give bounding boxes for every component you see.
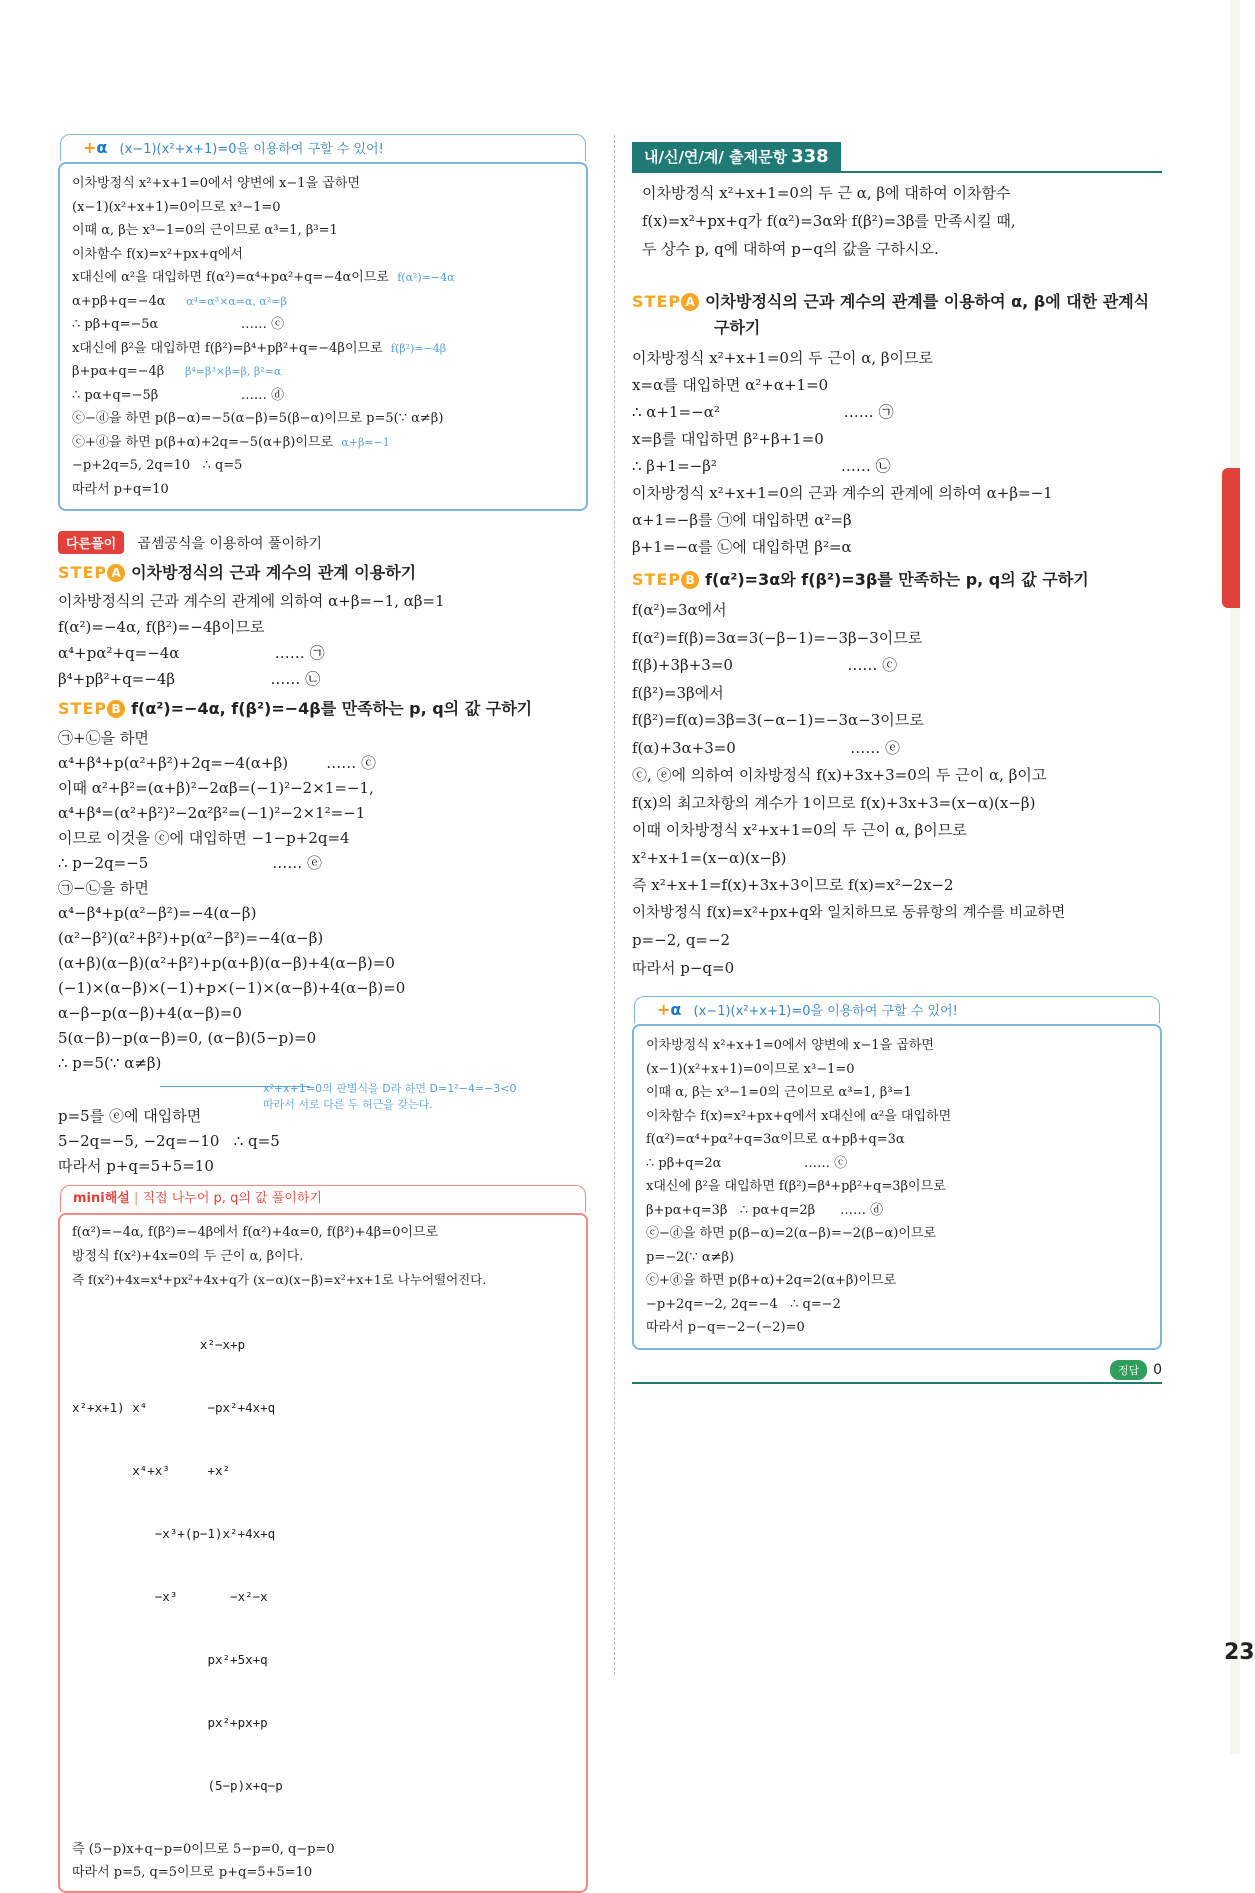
mini-line: 즉 f(x²)+4x=x⁴+px²+4x+q가 (x−α)(x−β)=x²+x+1로 나누어떨어진다.: [72, 1272, 487, 1287]
tip-tab: [60, 134, 586, 161]
solution-line: 이때 이차방정식 x²+x+1=0의 두 근이 α, β이므로: [632, 821, 967, 839]
tip-tab: [634, 996, 1160, 1023]
solution-line: x=β를 대입하면 β²+β+1=0: [632, 430, 824, 448]
mini-explanation-box: [58, 1191, 588, 1893]
step-b-body: [58, 726, 588, 1179]
tip-title: (x−1)(x²+x+1)=0을 이용하여 구할 수 있어!: [693, 1004, 958, 1019]
solution-line: f(α)+3α+3=0 …… ⓔ: [632, 738, 901, 757]
solution-line: 이므로 이것을 ⓒ에 대입하면 −1−p+2q=4: [58, 829, 350, 847]
tip-line: ∴ pα+q=−5β …… ⓓ: [72, 387, 285, 403]
plus-alpha-icon: +α: [83, 138, 108, 157]
solution-line: 5−2q=−5, −2q=−10 ∴ q=5: [58, 1132, 280, 1150]
tip-line: 이때 α, β는 x³−1=0의 근이므로 α³=1, β³=1: [646, 1085, 912, 1100]
division-row: px²+px+p: [72, 1714, 268, 1730]
note-text: 따라서 서로 다른 두 허근을 갖는다.: [263, 1098, 433, 1111]
alt-solution-header: [58, 531, 588, 554]
solution-line: f(α²)=−4α, f(β²)=−4β이므로: [58, 618, 265, 636]
solution-line: 이차방정식 x²+x+1=0의 근과 계수의 관계에 의하여 α+β=−1: [632, 484, 1053, 502]
tip-line: (x−1)(x²+x+1)=0이므로 x³−1=0: [646, 1061, 855, 1077]
side-note: f(α²)=−4α: [397, 271, 455, 284]
plus-alpha-icon: +α: [657, 1000, 682, 1019]
side-note: α⁴=α³×α=α, α²=β: [186, 294, 287, 308]
tip-line: 이차방정식 x²+x+1=0에서 양변에 x−1을 곱하면: [72, 176, 360, 191]
alt-solution-badge: 다른풀이: [58, 531, 124, 554]
tip-title: (x−1)(x²+x+1)=0을 이용하여 구할 수 있어!: [119, 142, 384, 157]
tip-line: 이차함수 f(x)=x²+px+q에서: [72, 246, 243, 262]
solution-line: 이차방정식 f(x)=x²+px+q와 일치하므로 동류항의 계수를 비교하면: [632, 904, 1066, 921]
tip-line: −p+2q=5, 2q=10 ∴ q=5: [72, 458, 243, 473]
mini-line: 방정식 f(x²)+4x=0의 두 근이 α, β이다.: [72, 1248, 304, 1264]
solution-line: 따라서 p−q=0: [632, 958, 735, 977]
long-division: [72, 1292, 574, 1838]
side-note: β⁴=β³×β=β, β²=α: [184, 365, 282, 378]
tip-line: x대신에 β²을 대입하면 f(β²)=β⁴+pβ²+q=3β이므로: [646, 1179, 946, 1194]
problem-line: 이차방정식 x²+x+1=0의 두 근 α, β에 대하여 이차함수: [642, 184, 1011, 202]
tip-line: x대신에 β²을 대입하면 f(β²)=β⁴+pβ²+q=−4β이므로 f(β²)=−4β: [72, 340, 447, 356]
tip-line: ⓒ−ⓓ을 하면 p(β−α)=−5(α−β)=5(β−α)이므로 p=5(∵ α≠β): [72, 411, 444, 426]
tip-line: (x−1)(x²+x+1)=0이므로 x³−1=0: [72, 199, 281, 215]
solution-line: f(α²)=3α에서: [632, 601, 727, 619]
division-row: x⁴+x³ +x²: [72, 1462, 231, 1478]
tip-line: x대신에 α²을 대입하면 f(α²)=α⁴+pα²+q=−4α이므로 f(α²)=−4α: [72, 270, 455, 285]
problem-line: 두 상수 p, q에 대하여 p−q의 값을 구하시오.: [642, 240, 939, 258]
solution-line: α⁴−β⁴+p(α²−β²)=−4(α−β): [58, 904, 257, 922]
answer-row: [632, 1350, 1162, 1386]
mini-line: f(α²)=−4α, f(β²)=−4β에서 f(α²)+4α=0, f(β²)+4β=0이므로: [72, 1225, 439, 1240]
division-row: (5−p)x+q−p: [72, 1777, 283, 1793]
division-row: x²−x+p: [72, 1336, 246, 1352]
solution-line: ∴ α+1=−α² …… ㉠: [632, 403, 894, 421]
tip-line: 따라서 p−q=−2−(−2)=0: [646, 1320, 805, 1335]
step-a-body: [632, 345, 1162, 561]
tip-line: 이차방정식 x²+x+1=0에서 양변에 x−1을 곱하면: [646, 1038, 934, 1053]
solution-line: (α+β)(α−β)(α²+β²)+p(α+β)(α−β)+4(α−β)=0: [58, 954, 395, 972]
tip-box-right: [632, 1000, 1162, 1350]
solution-line: α⁴+β⁴=(α²+β²)²−2α²β²=(−1)²−2×1²=−1: [58, 804, 366, 822]
tip-line: β+pα+q=−4β β⁴=β³×β=β, β²=α: [72, 364, 282, 379]
tip-line: α+pβ+q=−4α α⁴=α³×α=α, α²=β: [72, 293, 287, 309]
tip-box-left: [58, 138, 588, 511]
solution-line: ∴ p−2q=−5 …… ⓔ: [58, 854, 323, 872]
problem-text: [632, 173, 1162, 263]
mini-tab: mini해설 | 직접 나누어 p, q의 값 풀이하기: [60, 1185, 586, 1212]
problem-header: [632, 142, 1162, 173]
solution-line: (α²−β²)(α²+β²)+p(α²−β²)=−4(α−β): [58, 929, 324, 947]
page-number: 23: [1224, 1640, 1255, 1665]
page-edge: [1230, 0, 1240, 1754]
solution-line: β+1=−α를 ㉡에 대입하면 β²=α: [632, 538, 852, 556]
solution-line: α−β−p(α−β)+4(α−β)=0: [58, 1004, 242, 1022]
solution-line: f(x)의 최고차항의 계수가 1이므로 f(x)+3x+3=(x−α)(x−β): [632, 793, 1036, 812]
solution-line: f(α²)=f(β)=3α=3(−β−1)=−3β−3이므로: [632, 628, 923, 647]
solution-line: 이때 α²+β²=(α+β)²−2αβ=(−1)²−2×1=−1,: [58, 779, 374, 797]
tip-line: ∴ pβ+q=−5α …… ⓒ: [72, 317, 285, 332]
mini-line: 즉 (5−p)x+q−p=0이므로 5−p=0, q−p=0: [72, 1841, 335, 1857]
right-column: [632, 130, 1162, 1386]
mini-title: 직접 나누어 p, q의 값 풀이하기: [142, 1191, 322, 1206]
answer-rule: [632, 1382, 1162, 1384]
solution-line: ㉠−㉡을 하면: [58, 879, 149, 897]
division-row: x²+x+1) x⁴ −px²+4x+q: [72, 1399, 276, 1415]
step-a-heading: STEP A 이차방정식의 근과 계수의 관계를 이용하여 α, β에 대한 관계식 구하기: [632, 292, 1150, 337]
division-row: −x³+(p−1)x²+4x+q: [72, 1525, 276, 1541]
step-b-heading: STEP B f(α²)=3α와 f(β²)=3β를 만족하는 p, q의 값 구하기: [632, 570, 1089, 589]
solution-line: ⓒ, ⓔ에 의하여 이차방정식 f(x)+3x+3=0의 두 근이 α, β이고: [632, 766, 1047, 784]
tip-line: 이차함수 f(x)=x²+px+q에서 x대신에 α²을 대입하면: [646, 1108, 952, 1124]
solution-line: x=α를 대입하면 α²+α+1=0: [632, 376, 829, 394]
solution-line: ∴ p=5(∵ α≠β): [58, 1054, 162, 1072]
solution-line: f(β²)=f(α)=3β=3(−α−1)=−3α−3이므로: [632, 711, 924, 729]
solution-line: α+1=−β를 ㉠에 대입하면 α²=β: [632, 511, 852, 529]
step-b-body: [632, 597, 1162, 982]
tip-line: ⓒ+ⓓ을 하면 p(β+α)+2q=2(α+β)이므로: [646, 1273, 897, 1288]
solution-line: 5(α−β)−p(α−β)=0, (α−β)(5−p)=0: [58, 1029, 317, 1047]
solution-line: p=5를 ⓔ에 대입하면: [58, 1107, 202, 1125]
solution-line: ∴ β+1=−β² …… ㉡: [632, 457, 891, 475]
solution-line: β⁴+pβ²+q=−4β …… ㉡: [58, 670, 321, 688]
step-b-heading: STEP B f(α²)=−4α, f(β²)=−4β를 만족하는 p, q의 값 구하기: [58, 699, 533, 718]
left-column: [58, 130, 588, 1893]
division-row: −x³ −x²−x: [72, 1588, 268, 1604]
tip-line: ⓒ−ⓓ을 하면 p(β−α)=2(α−β)=−2(β−α)이므로: [646, 1226, 937, 1241]
division-row: px²+5x+q: [72, 1651, 268, 1667]
solution-line: f(β²)=3β에서: [632, 683, 724, 702]
tip-line: 이때 α, β는 x³−1=0의 근이므로 α³=1, β³=1: [72, 223, 338, 238]
discriminant-note: [58, 1076, 588, 1111]
tip-line: β+pα+q=3β ∴ pα+q=2β …… ⓓ: [646, 1202, 884, 1218]
solution-line: 따라서 p+q=5+5=10: [58, 1157, 214, 1175]
tip-line: ⓒ+ⓓ을 하면 p(β+α)+2q=−5(α+β)이므로 α+β=−1: [72, 434, 390, 450]
tip-line: 따라서 p+q=10: [72, 481, 169, 497]
mini-label: mini해설: [73, 1191, 130, 1206]
solution-line: x²+x+1=(x−α)(x−β): [632, 848, 787, 867]
column-divider: [614, 135, 615, 1675]
solution-line: 이차방정식 x²+x+1=0의 두 근이 α, β이므로: [632, 349, 934, 367]
side-note: f(β²)=−4β: [390, 341, 447, 355]
solution-line: 이차방정식의 근과 계수의 관계에 의하여 α+β=−1, αβ=1: [58, 592, 445, 610]
tip-line: f(α²)=α⁴+pα²+q=3α이므로 α+pβ+q=3α: [646, 1132, 905, 1147]
mini-line: 따라서 p=5, q=5이므로 p+q=5+5=10: [72, 1865, 313, 1880]
solution-line: f(β)+3β+3=0 …… ⓒ: [632, 656, 898, 674]
alt-solution-title: 곱셈공식을 이용하여 풀이하기: [137, 536, 323, 552]
solution-line: α⁴+pα²+q=−4α …… ㉠: [58, 644, 325, 662]
answer-value: 0: [1153, 1361, 1162, 1378]
solution-line: 즉 x²+x+1=f(x)+3x+3이므로 f(x)=x²−2x−2: [632, 876, 954, 894]
side-note: α+β=−1: [341, 435, 390, 449]
answer-label: 정답: [1110, 1360, 1147, 1380]
tip-line: −p+2q=−2, 2q=−4 ∴ q=−2: [646, 1296, 841, 1312]
solution-line: α⁴+β⁴+p(α²+β²)+2q=−4(α+β) …… ⓒ: [58, 754, 377, 772]
solution-line: p=−2, q=−2: [632, 931, 731, 949]
answer: [1110, 1360, 1162, 1380]
tip-line: ∴ pβ+q=2α …… ⓒ: [646, 1155, 848, 1171]
problem-label: 내/신/연/계/ 출제문항 338: [632, 142, 841, 171]
solution-line: ㉠+㉡을 하면: [58, 729, 149, 747]
tip-line: p=−2(∵ α≠β): [646, 1249, 735, 1265]
chapter-tab: [1222, 468, 1240, 608]
solution-line: (−1)×(α−β)×(−1)+p×(−1)×(α−β)+4(α−β)=0: [58, 979, 406, 997]
problem-line: f(x)=x²+px+q가 f(α²)=3α와 f(β²)=3β를 만족시킬 때,: [642, 212, 1016, 230]
step-a-heading: STEP A 이차방정식의 근과 계수의 관계 이용하기: [58, 563, 417, 582]
note-text: x²+x+1=0의 판별식을 D라 하면 D=1²−4=−3<0: [263, 1082, 517, 1095]
